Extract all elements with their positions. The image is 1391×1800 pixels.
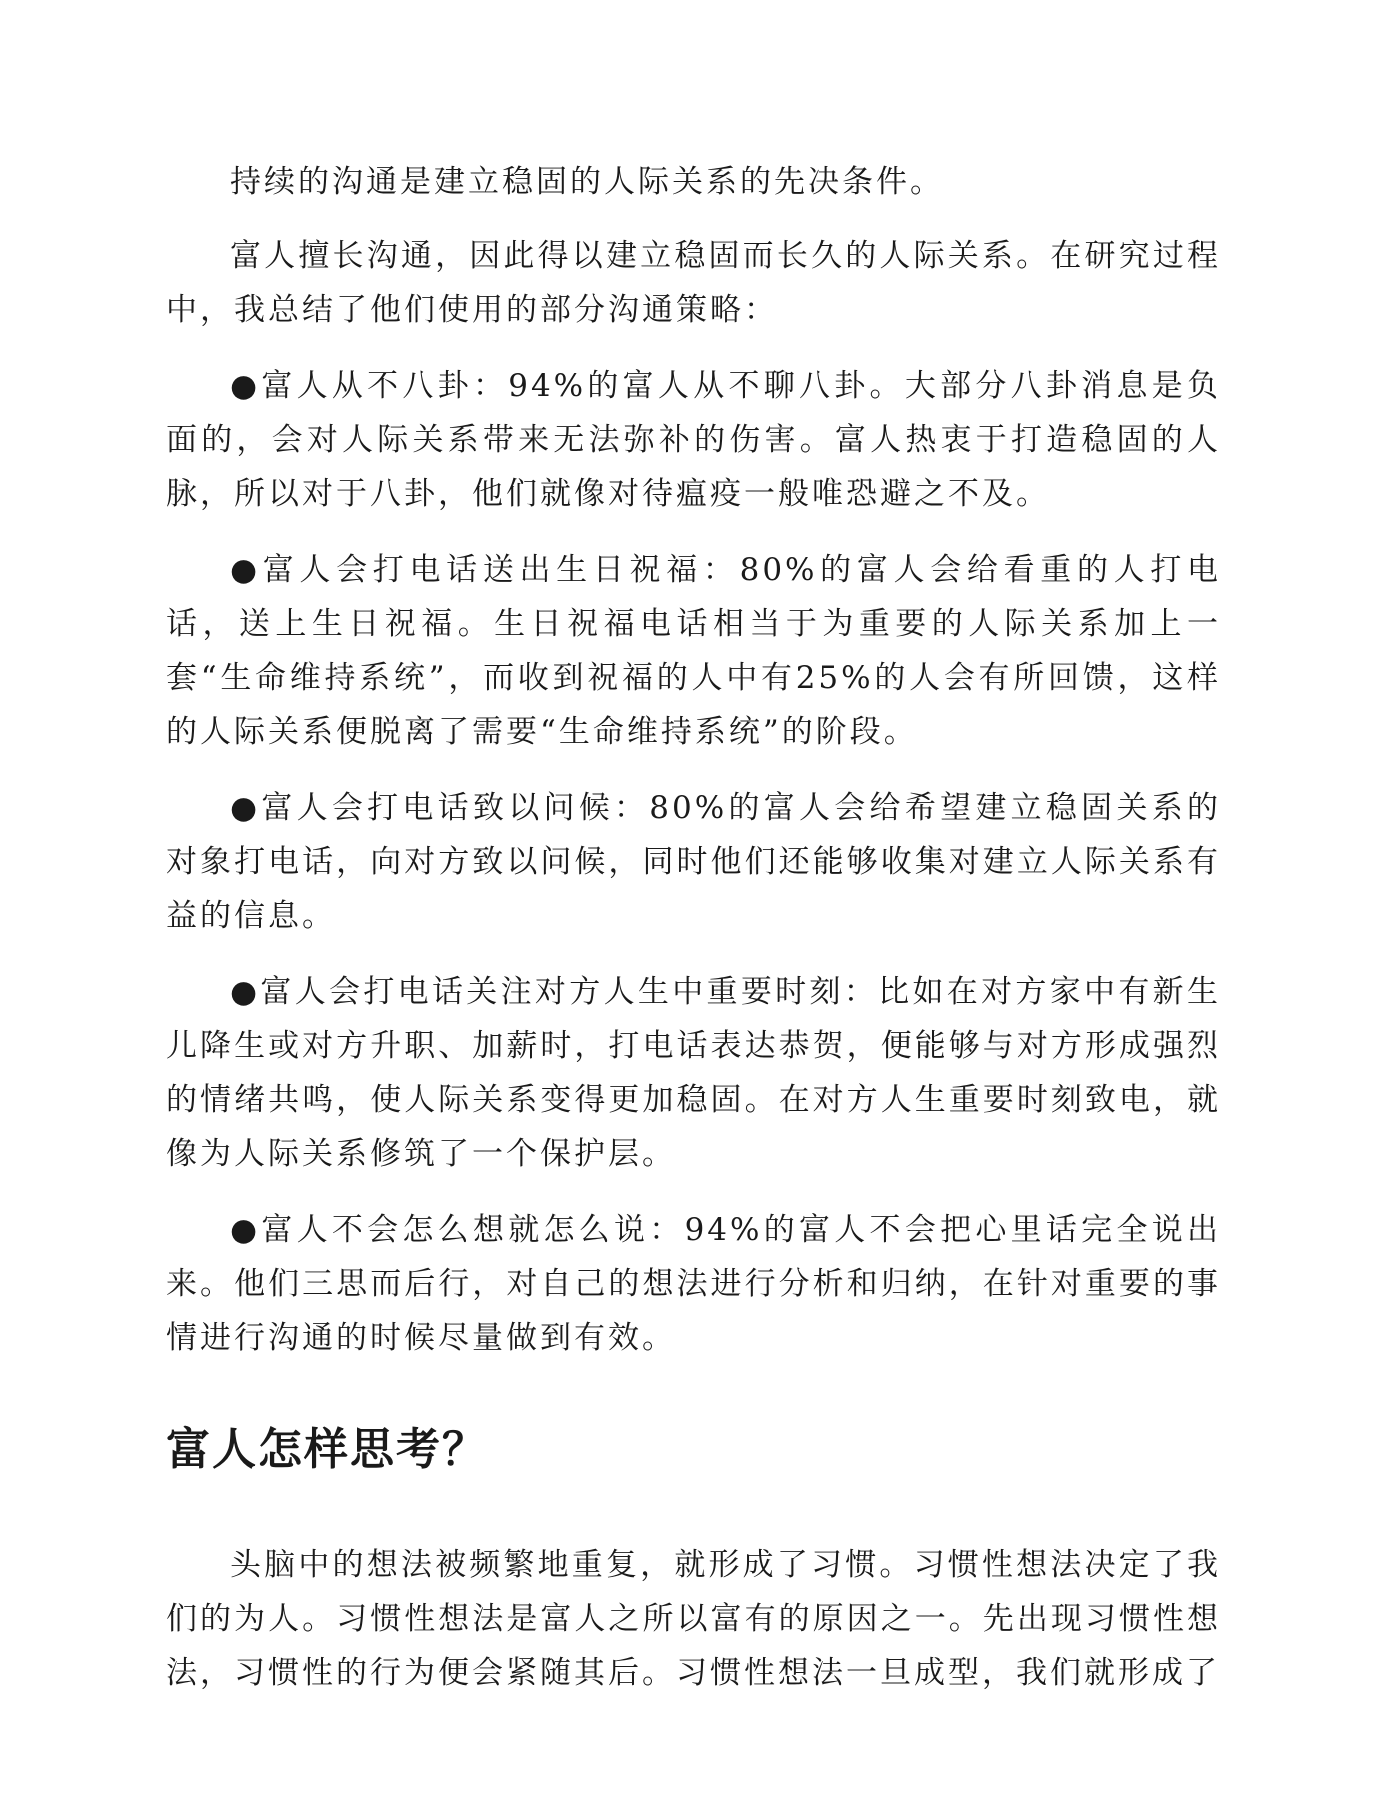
bullet-greeting-calls: ●富人会打电话致以问候：80%的富人会给希望建立稳固关系的对象打电话，向对方致以问候，同时他们还能够收集对建立人际关系有益的信息。 <box>166 790 1221 934</box>
bullet-no-gossip: ●富人从不八卦：94%的富人从不聊八卦。大部分八卦消息是负面的，会对人际关系带来无法弥补的伤害。富人热衷于打造稳固的人脉，所以对于八卦，他们就像对待瘟疫一般唯恐避之不及。 <box>166 368 1221 512</box>
document-page <box>166 155 1221 1722</box>
paragraph-strategies: 富人擅长沟通，因此得以建立稳固而长久的人际关系。在研究过程中，我总结了他们使用的部分沟通策略： <box>166 238 1221 328</box>
paragraph-intro: 持续的沟通是建立稳固的人际关系的先决条件。 <box>230 164 944 200</box>
bullet-birthday-calls: ●富人会打电话送出生日祝福：80%的富人会给看重的人打电话，送上生日祝福。生日祝福电话相当于为重要的人际关系加上一套“生命维持系统”，而收到祝福的人中有25%的人会有所回馈，这样的人际关系便脱离了需要“生命维持系统”的阶段。 <box>166 552 1221 750</box>
section-heading: 富人怎样思考？ <box>166 1424 488 1475</box>
paragraph-habits: 头脑中的想法被频繁地重复，就形成了习惯。习惯性想法决定了我们的为人。习惯性想法是富人之所以富有的原因之一。先出现习惯性想法，习惯性的行为便会紧随其后。习惯性想法一旦成型，我们就形成了 <box>166 1547 1221 1691</box>
bullet-milestone-calls: ●富人会打电话关注对方人生中重要时刻：比如在对方家中有新生儿降生或对方升职、加薪时，打电话表达恭贺，便能够与对方形成强烈的情绪共鸣，使人际关系变得更加稳固。在对方人生重要时刻致电，就像为人际关系修筑了一个保护层。 <box>166 974 1221 1172</box>
bullet-think-before-speaking: ●富人不会怎么想就怎么说：94%的富人不会把心里话完全说出来。他们三思而后行，对自己的想法进行分析和归纳，在针对重要的事情进行沟通的时候尽量做到有效。 <box>166 1212 1221 1356</box>
